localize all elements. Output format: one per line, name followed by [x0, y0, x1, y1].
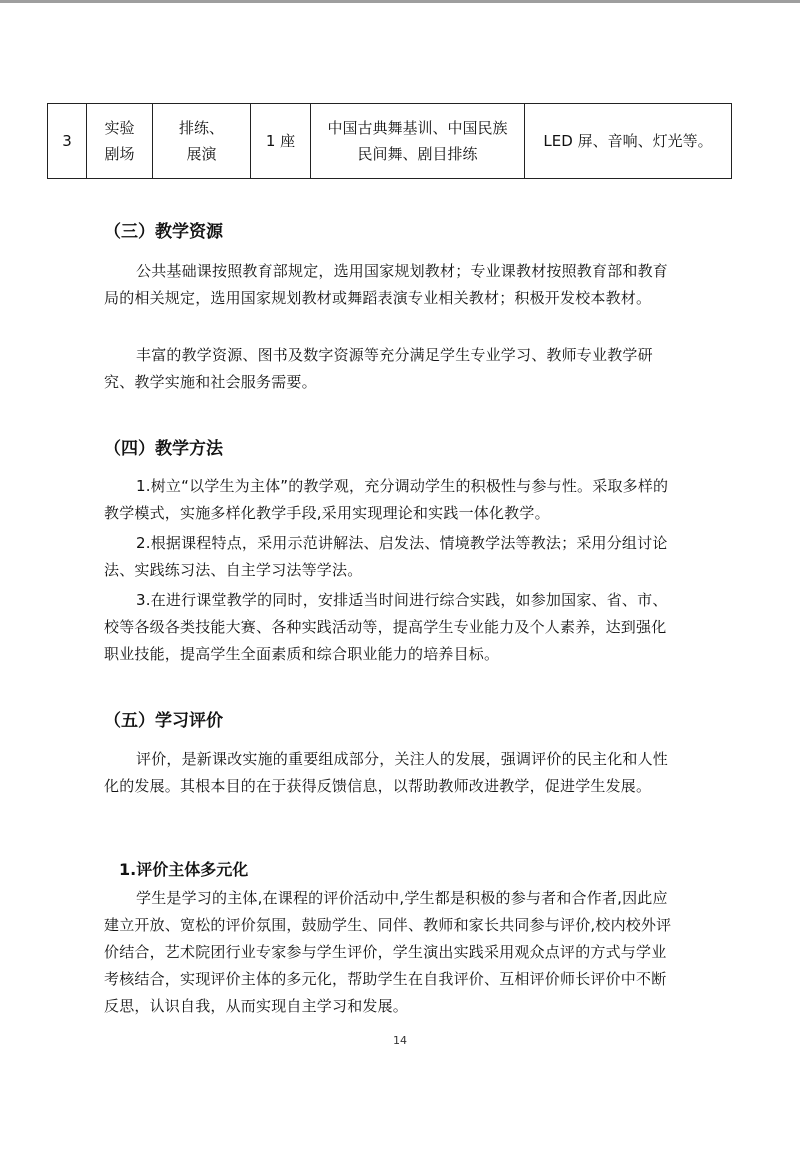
resources-paragraph-2: 丰富的教学资源、图书及数字资源等充分满足学生专业学习、教师专业教学研究、教学实施和社会服务需要。	[104, 346, 653, 391]
cell-name: 实验剧场	[87, 104, 153, 179]
facility-table	[47, 103, 732, 179]
methods-paragraph-1: 1.树立“以学生为主体”的教学观，充分调动学生的积极性与参与性。采取多样的教学模式，实施多样化教学手段,采用实现理论和实践一体化教学。	[104, 477, 669, 522]
section-title-evaluation: （五）学习评价	[104, 711, 223, 731]
resources-paragraph-1: 公共基础课按照教育部规定，选用国家规划教材；专业课教材按照教育部和教育局的相关规定，选用国家规划教材或舞蹈表演专业相关教材；积极开发校本教材。	[104, 262, 669, 307]
diverse-evaluators-paragraph: 学生是学习的主体,在课程的评价活动中,学生都是积极的参与者和合作者,因此应建立开放、宽松的评价氛围，鼓励学生、同伴、教师和家长共同参与评价,校内校外评价结合，艺术院团行业专家参与学生评价，学生演出实践采用观众点评的方式与学业考核结合，实现评价主体的多元化，帮助学生在自我评价、互相评价师长评价中不断反思，认识自我，从而实现自主学习和发展。	[104, 889, 672, 1015]
cell-purpose: 排练、展演	[153, 104, 251, 179]
subsection-title-diverse-evaluators: 1.评价主体多元化	[119, 860, 249, 879]
section-title-methods: （四）教学方法	[104, 439, 223, 459]
cell-courses: 中国古典舞基训、中国民族民间舞、剧目排练	[311, 104, 525, 179]
page-number: 14	[393, 1034, 407, 1047]
cell-equipment: LED 屏、音响、灯光等。	[525, 104, 732, 179]
evaluation-paragraph-1: 评价，是新课改实施的重要组成部分，关注人的发展，强调评价的民主化和人性化的发展。其根本目的在于获得反馈信息，以帮助教师改进教学，促进学生发展。	[104, 750, 669, 795]
methods-paragraph-2: 2.根据课程特点，采用示范讲解法、启发法、情境教学法等教法；采用分组讨论法、实践练习法、自主学习法等学法。	[104, 534, 668, 579]
cell-quantity: 1 座	[251, 104, 311, 179]
cell-no: 3	[48, 104, 87, 179]
methods-paragraph-3: 3.在进行课堂教学的同时，安排适当时间进行综合实践，如参加国家、省、市、校等各级各类技能大赛、各种实践活动等，提高学生专业能力及个人素养，达到强化职业技能，提高学生全面素质和综合职业能力的培养目标。	[104, 591, 668, 663]
table-row	[48, 104, 732, 179]
section-title-resources: （三）教学资源	[104, 222, 223, 242]
